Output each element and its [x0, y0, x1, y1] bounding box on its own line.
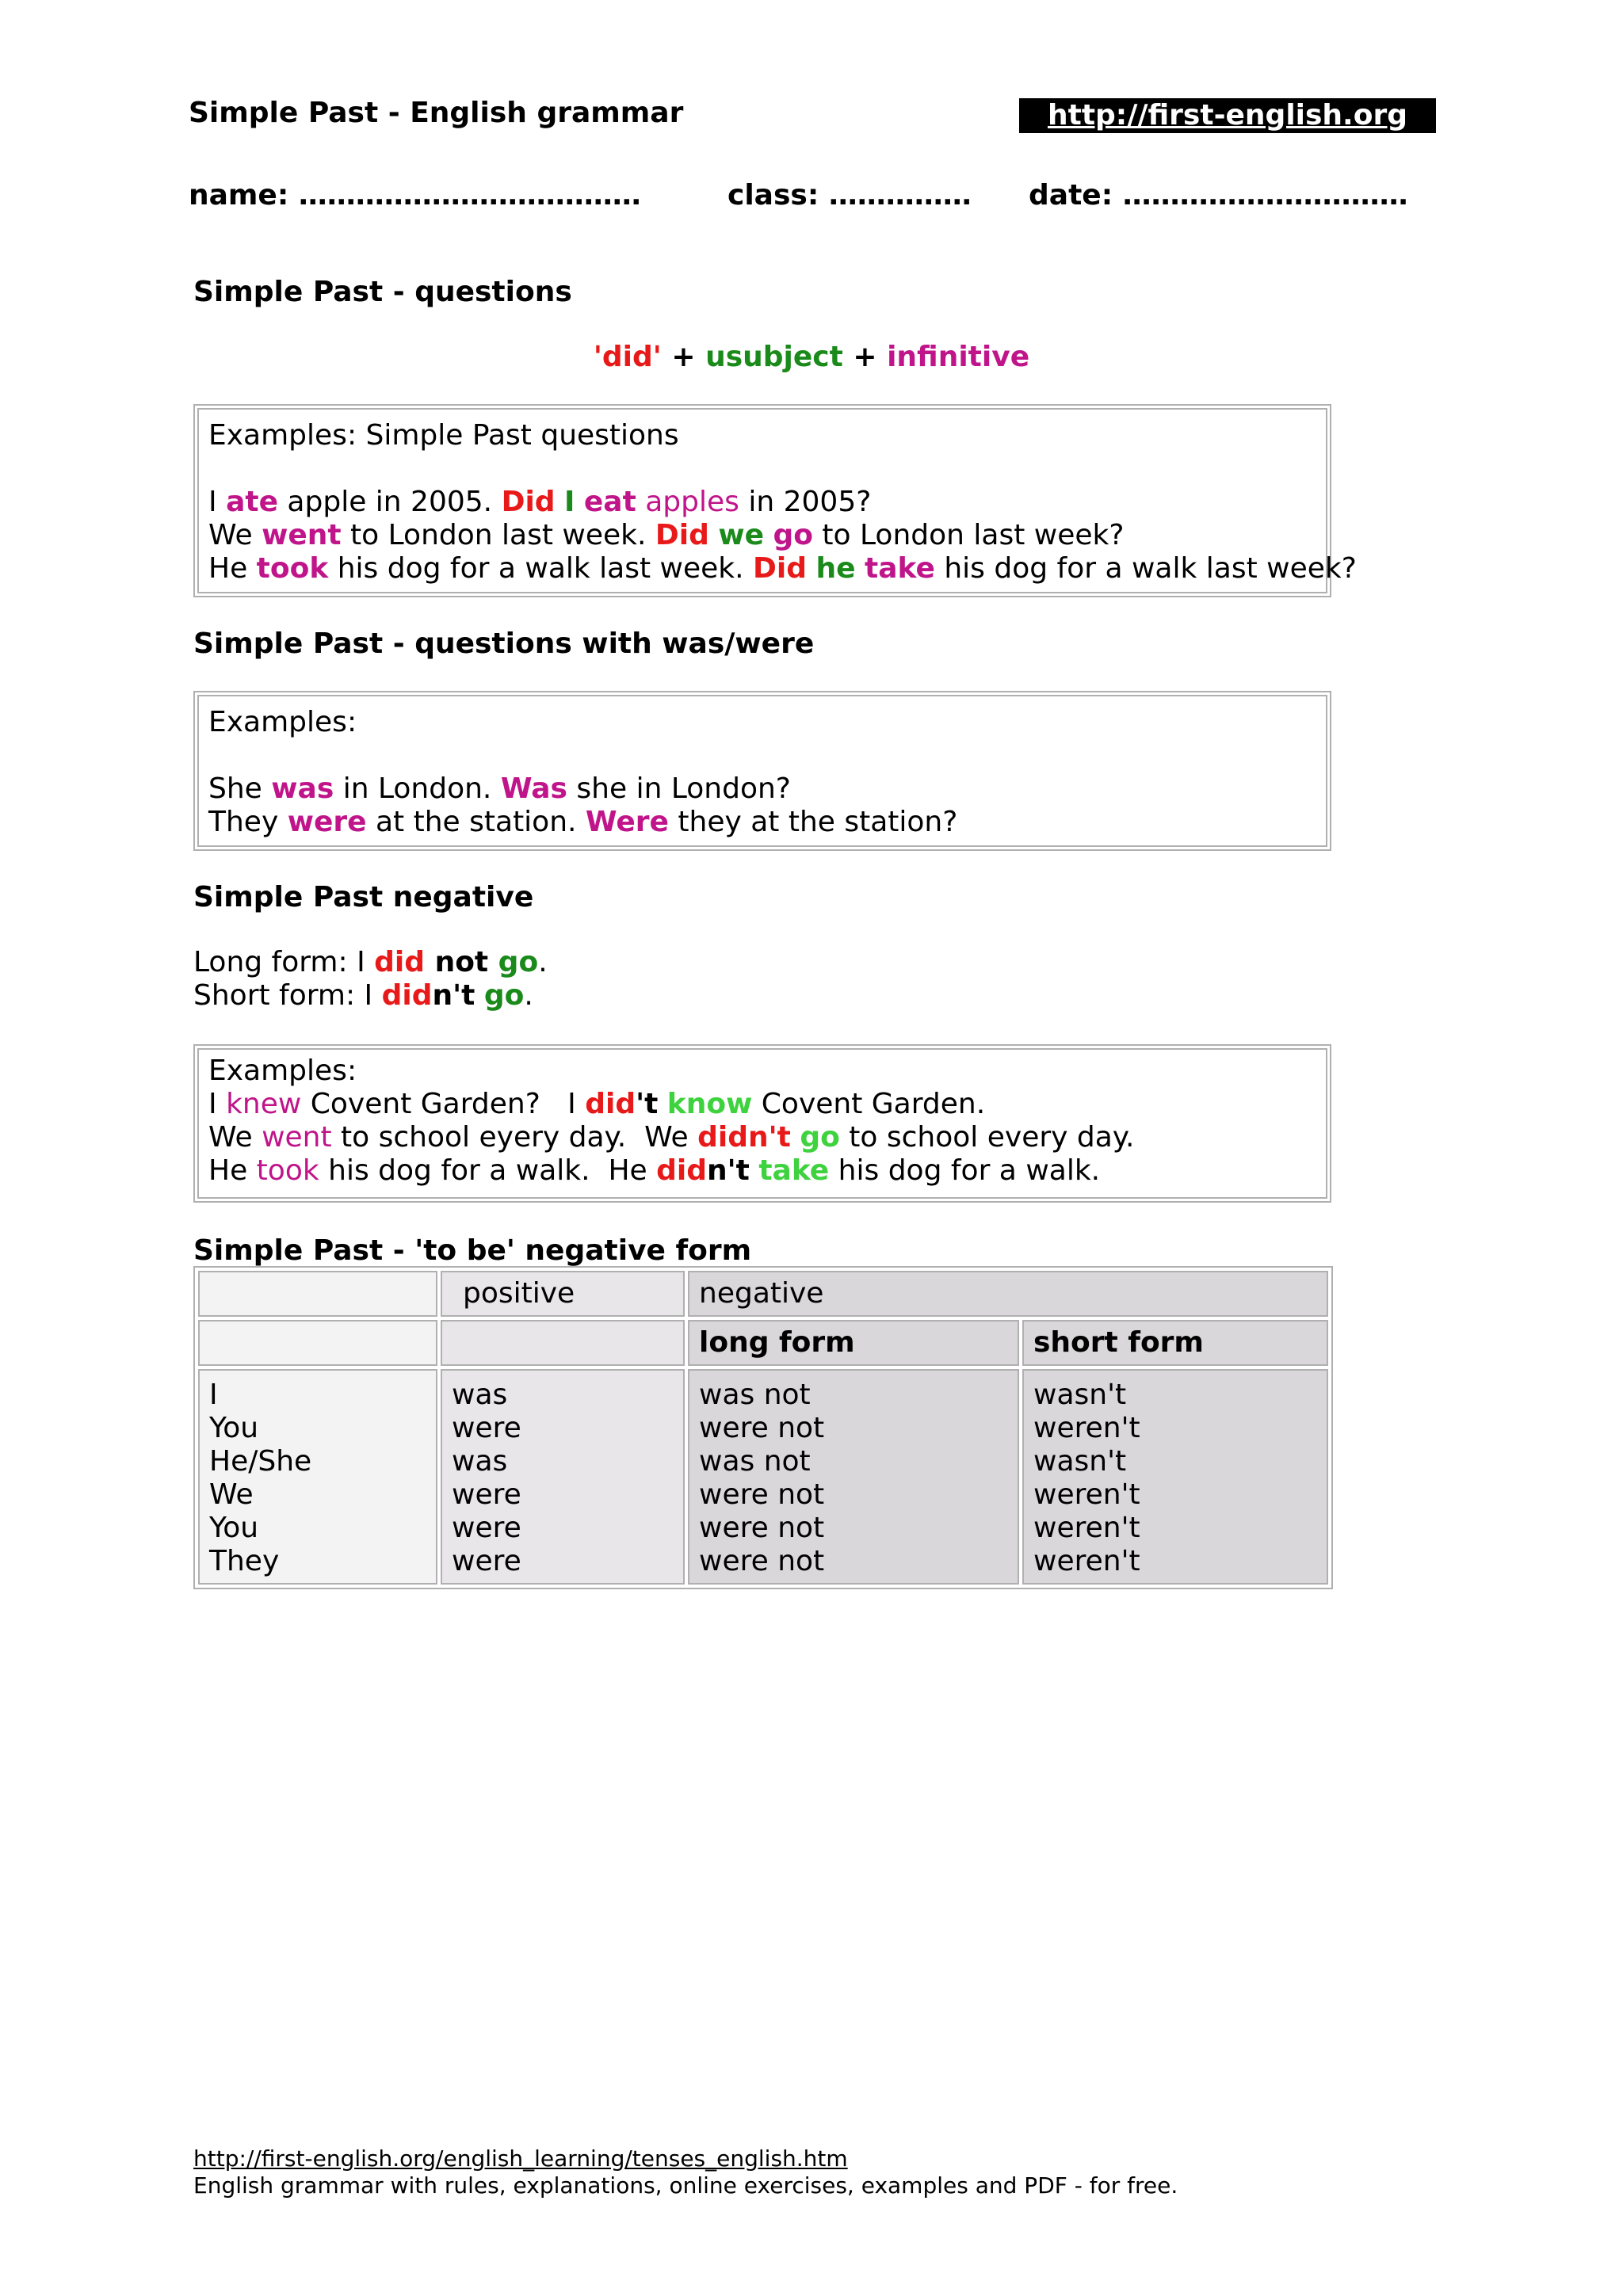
col-short-form-header: short form: [1022, 1320, 1328, 1366]
col-long-form-header: long form: [688, 1320, 1019, 1366]
questions-examples-box: [193, 404, 1357, 597]
example-line: I ate apple in 2005. Did I eat apples in 2005?: [208, 486, 872, 518]
table-row: [198, 1369, 1328, 1585]
subject-column: I You He/She We You They: [198, 1369, 437, 1585]
page-title: Simple Past - English grammar: [189, 97, 684, 129]
positive-column: was were was were were were: [441, 1369, 685, 1585]
long-form-column: was not were not was not were not were not were not: [688, 1369, 1019, 1585]
to-be-table: [193, 1266, 1333, 1589]
name-field: name: ………………………………: [189, 179, 641, 212]
col-positive-header: positive: [441, 1271, 685, 1317]
question-formula: 'did' + usubject + infinitive: [593, 341, 1030, 373]
table-header-row: [198, 1271, 1328, 1317]
class-field: class: ……………: [727, 179, 972, 212]
short-form-rule: Short form: I didn't go.: [193, 979, 533, 1012]
table-subheader-row: [198, 1320, 1328, 1366]
footer-link[interactable]: http://first-english.org/english_learning/tenses_english.htm: [193, 2145, 848, 2172]
was-were-examples-box: [193, 691, 1331, 851]
date-field: date: …………………………: [1029, 179, 1408, 212]
example-line: He took his dog for a walk last week. Did he take his dog for a walk last week?: [208, 552, 1357, 585]
col-negative-header: negative: [688, 1271, 1328, 1317]
box-title: Examples: Simple Past questions: [208, 419, 679, 452]
box-title: Examples:: [208, 706, 357, 738]
negative-heading: Simple Past negative: [193, 881, 534, 913]
footer-link-row: [193, 2145, 848, 2172]
long-form-rule: Long form: I did not go.: [193, 946, 548, 978]
example-line: I knew Covent Garden? I did't know Covent Garden.: [208, 1088, 986, 1120]
box-title: Examples:: [208, 1055, 357, 1087]
was-were-heading: Simple Past - questions with was/were: [193, 627, 815, 660]
example-line: We went to London last week. Did we go to London last week?: [208, 519, 1125, 551]
site-url-link[interactable]: http://first-english.org: [1019, 98, 1436, 133]
to-be-heading: Simple Past - 'to be' negative form: [193, 1234, 752, 1267]
example-line: He took his dog for a walk. He didn't take his dog for a walk.: [208, 1154, 1101, 1187]
negative-examples-box: [193, 1044, 1331, 1203]
short-form-column: wasn't weren't wasn't weren't weren't weren't: [1022, 1369, 1328, 1585]
questions-heading: Simple Past - questions: [193, 276, 572, 308]
footer-text: English grammar with rules, explanations, online exercises, examples and PDF - for free.: [193, 2172, 1178, 2199]
example-line: She was in London. Was she in London?: [208, 772, 791, 805]
example-line: We went to school eyery day. We didn't go to school every day.: [208, 1121, 1135, 1154]
example-line: They were at the station. Were they at the station?: [208, 806, 958, 838]
